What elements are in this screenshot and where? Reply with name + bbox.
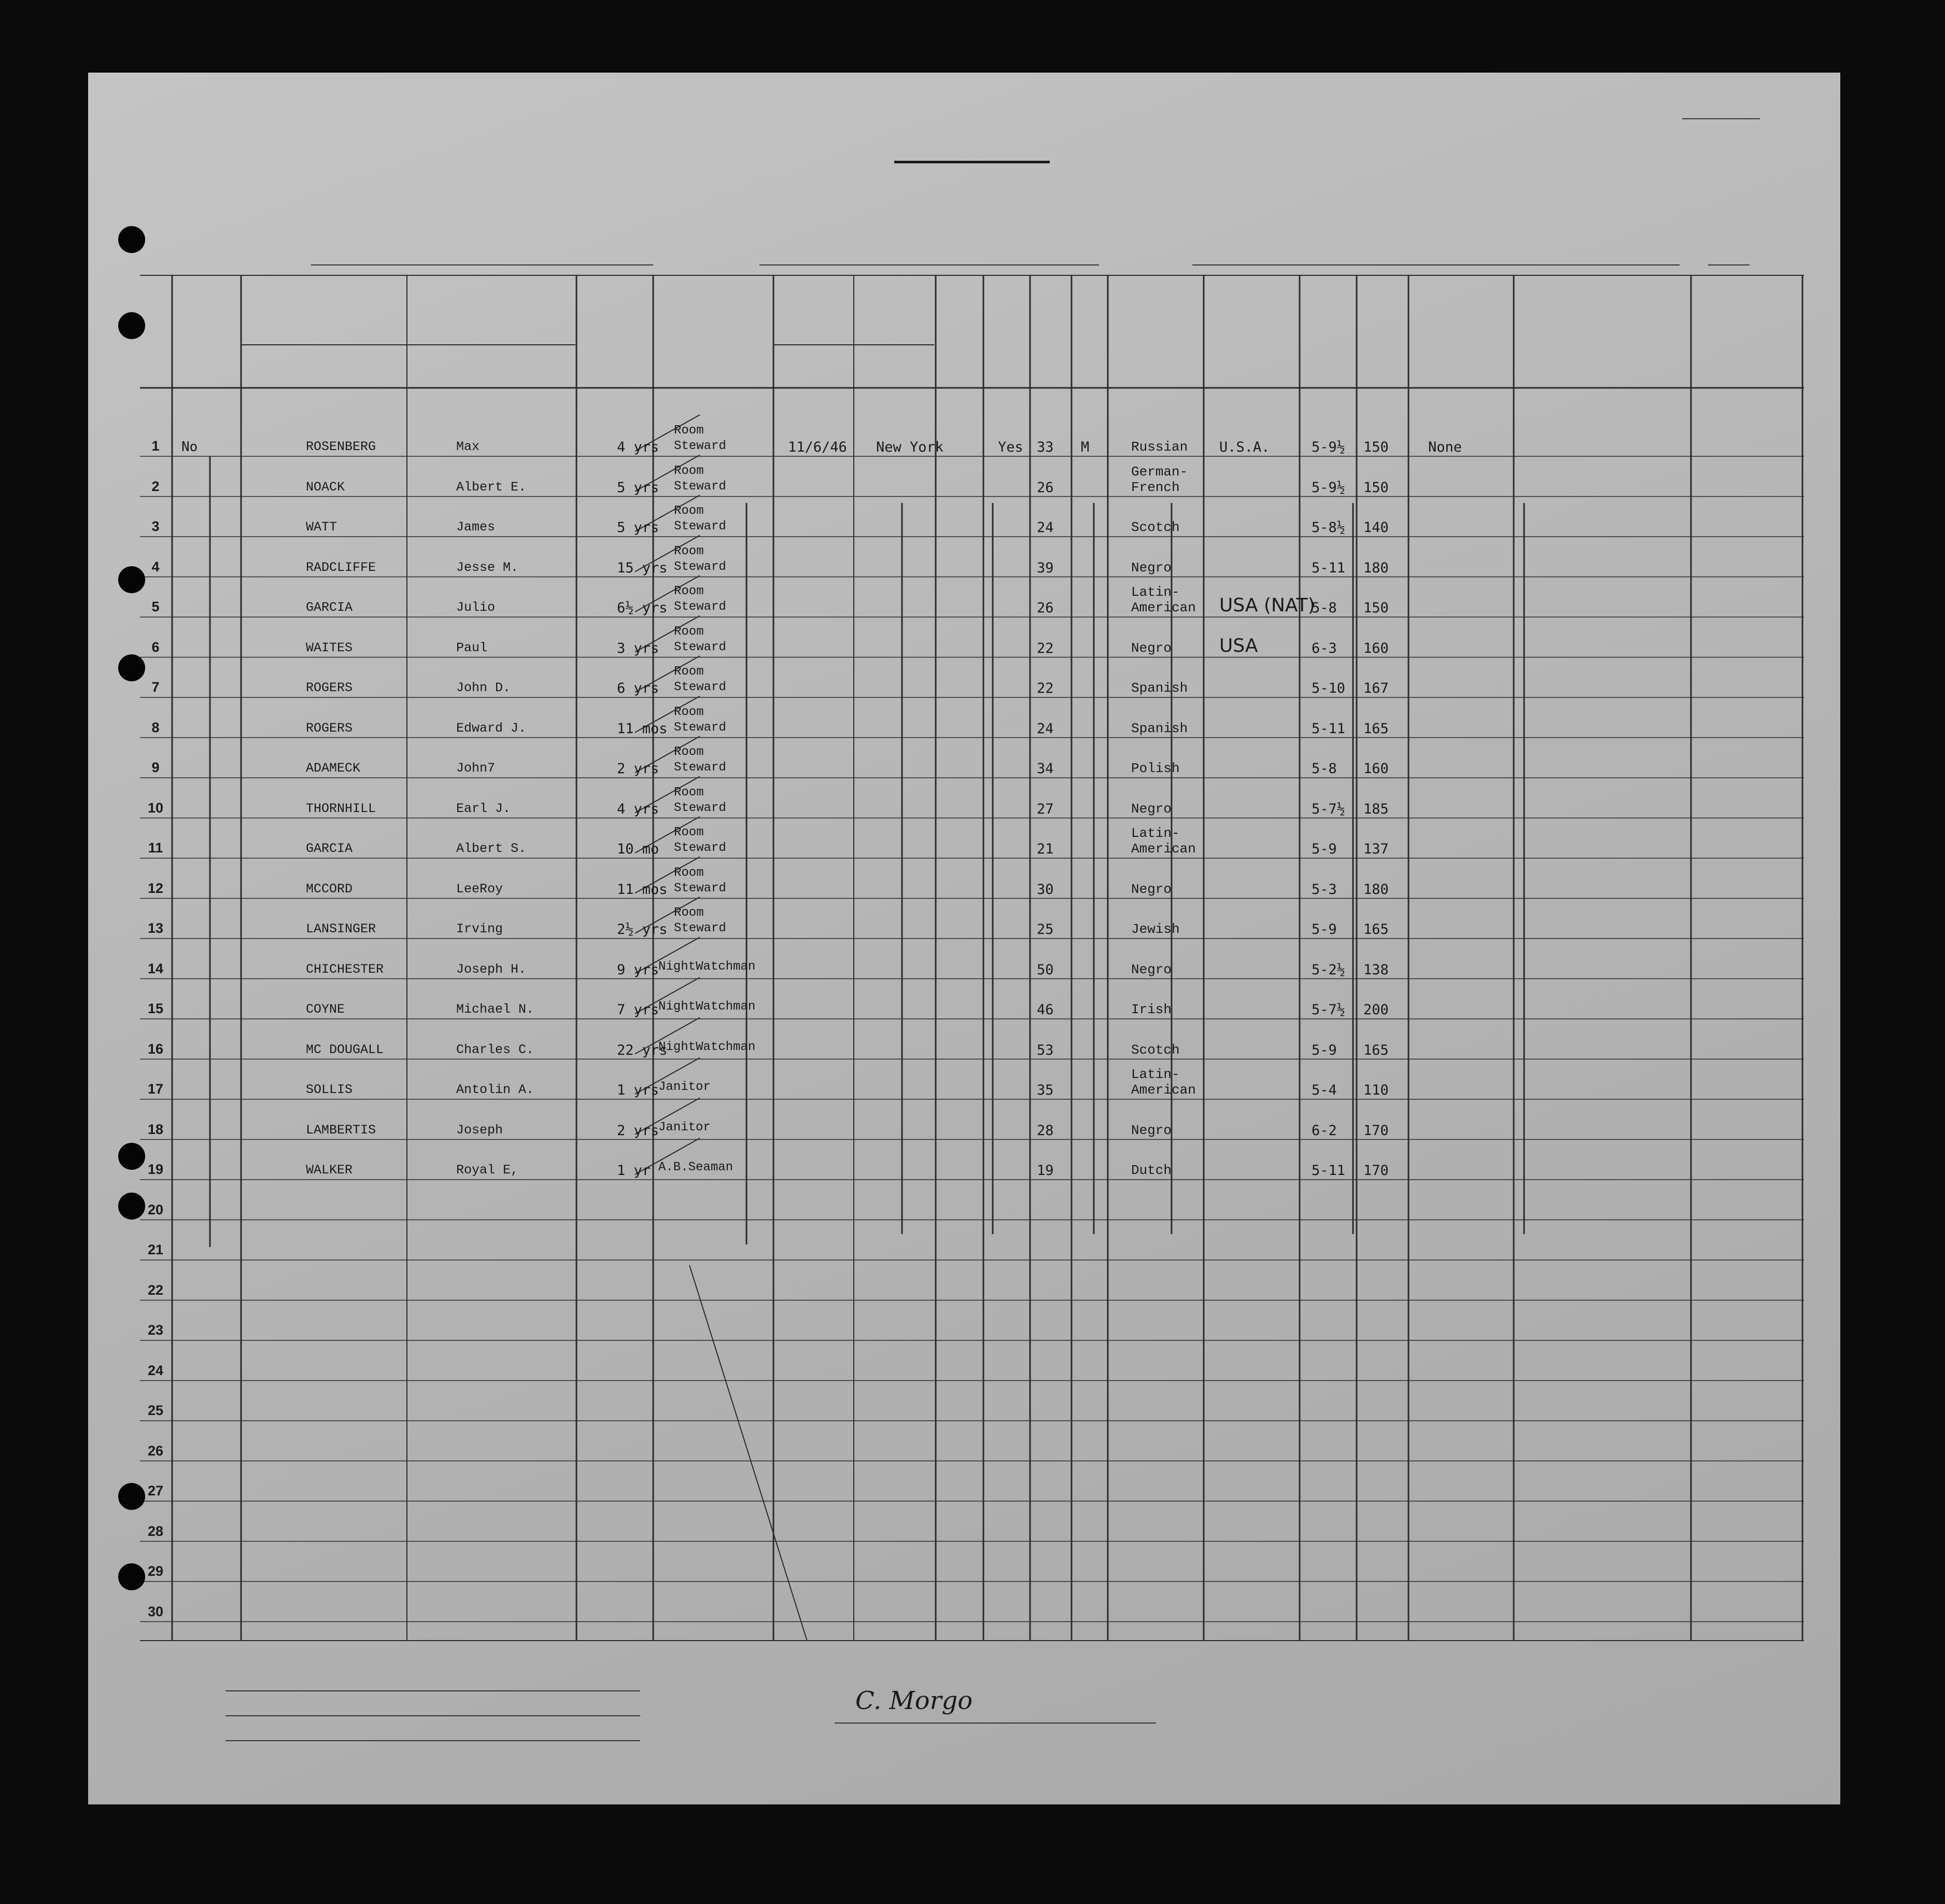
cell-position: Room [674,665,704,679]
cell-race-2: American [1131,841,1196,857]
cell-given: Max [456,439,480,454]
binder-hole [118,226,145,253]
cell-where: New York [876,439,944,455]
cell-no: 13 [147,920,164,936]
cell-family: GARCIA [306,841,353,856]
cell-position: Room [674,745,704,759]
row-number: 21 [147,1242,164,1257]
cell-height: 5-10 [1312,680,1346,696]
cell-family: COYNE [306,1002,345,1017]
cell-race: Spanish [1131,720,1188,736]
cell-position-2: Steward [674,680,726,694]
cell-service: 3 yrs [617,640,659,656]
cell-position-2: Steward [674,520,726,534]
cell-age: 21 [1037,841,1054,857]
cell-position-2: Steward [674,559,726,574]
cell-family: WATT [306,520,337,535]
cell-race-2: American [1131,600,1196,615]
col-header-crew [172,288,239,386]
cell-age: 22 [1037,640,1054,656]
cell-position-2: Steward [674,841,726,855]
cell-family: SOLLIS [306,1082,353,1097]
col-header-family [241,345,407,385]
cell-family: MC DOUGALL [306,1042,384,1057]
cell-nat: U.S.A. [1219,439,1270,455]
col-header-action [1691,288,1802,386]
col-header-where [854,345,934,385]
crew-table [140,275,1804,1641]
cell-service: 5 yrs [617,479,659,496]
cell-no: 3 [151,519,160,534]
cell-position: Room [674,705,704,719]
col-header-sex [1072,288,1107,386]
col-header-discharged [936,288,982,386]
cell-family: NOACK [306,479,345,495]
cell-given: Joseph [456,1122,503,1138]
cell-age: 34 [1037,761,1054,777]
cell-height: 5-11 [1312,559,1346,576]
inspector-long-stroke [689,1265,837,1641]
cell-age: 50 [1037,961,1054,978]
cell-race: Scotch [1131,520,1180,535]
cell-height: 5-3 [1312,881,1337,898]
cell-weight: 160 [1363,640,1389,656]
cell-weight: 185 [1363,801,1389,817]
year-underline [1708,264,1750,265]
cell-no: 4 [151,558,160,575]
cell-family: CHICHESTER [306,961,384,977]
cell-family: WAITES [306,640,353,655]
cell-weight: 150 [1363,600,1389,616]
cell-service: 7 yrs [617,1002,659,1018]
cell-position: Room [674,624,704,639]
cell-when: 11/6/46 [788,439,847,455]
cell-height: 5-11 [1312,1163,1346,1179]
cell-position: A.B.Seaman [658,1160,734,1174]
cell-age: 35 [1037,1082,1054,1098]
cell-weight: 150 [1363,479,1389,496]
binder-hole [118,1483,145,1510]
cell-position-2: Steward [674,921,726,935]
row-number: 20 [147,1201,164,1217]
cell-position-2: Steward [674,600,726,614]
cell-given: Paul [456,640,488,655]
cell-given: Earl J. [456,801,511,816]
cell-race: Negro [1131,881,1172,897]
cell-race: Negro [1131,801,1172,817]
cell-no: 2 [151,478,160,494]
cell-position: Room [674,464,704,478]
cell-weight: 140 [1363,520,1389,536]
row-number: 28 [147,1523,164,1539]
cell-height: 5-7½ [1312,801,1346,817]
cell-age: 39 [1037,559,1054,576]
cell-race: Polish [1131,761,1180,776]
cell-no: 14 [147,960,164,976]
cell-weight: 200 [1363,1002,1389,1018]
row-number: 23 [147,1322,164,1338]
cell-position: Janitor [658,1120,711,1135]
cell-weight: 165 [1363,1042,1389,1058]
cell-position: Room [674,584,704,598]
cell-position-2: Steward [674,479,726,494]
col-header-height [1300,288,1356,386]
cell-family: WALKER [306,1163,353,1178]
cell-age: 28 [1037,1122,1054,1139]
cell-weight: 165 [1363,720,1389,737]
cell-race-2: French [1131,479,1180,495]
col-header-given [407,345,575,385]
cell-race: Negro [1131,961,1172,977]
cell-age: 30 [1037,881,1054,898]
cell-service: 6 yrs [617,680,659,696]
cell-position-2: Steward [674,640,726,654]
cell-race: Spanish [1131,680,1188,696]
cell-position-2: Steward [674,720,726,735]
cell-service: 11 mos [617,720,668,737]
cell-family: ROGERS [306,680,353,695]
cell-position: Room [674,865,704,880]
vessel-underline [311,264,653,265]
cell-no: 7 [151,679,160,695]
cell-no: 17 [147,1081,164,1097]
cell-weight: 138 [1363,961,1389,978]
col-header-service [576,288,652,386]
cell-height: 5-4 [1312,1082,1337,1098]
cell-service: 5 yrs [617,520,659,536]
cell-weight: 180 [1363,881,1389,898]
cell-weight: 180 [1363,559,1389,576]
col-header-name [241,288,575,345]
cell-position: Room [674,825,704,839]
cell-position-2: Steward [674,881,726,895]
cell-age: 53 [1037,1042,1054,1058]
cell-age: 46 [1037,1002,1054,1018]
cell-service: 22 yrs [617,1042,668,1058]
title-rule [894,161,1050,163]
col-header-remarks [1514,288,1690,386]
cell-no: 10 [147,800,164,816]
cell-no: 19 [147,1161,164,1177]
cell-age: 19 [1037,1163,1054,1179]
row-number: 27 [147,1483,164,1499]
cell-no: 15 [147,1001,164,1016]
col-header-read [983,288,1029,386]
cell-race: Irish [1131,1002,1172,1017]
sheet-no-underline [1682,118,1760,119]
cell-family: ROGERS [306,720,353,736]
cell-height: 5-9 [1312,921,1337,937]
col-header-position [653,288,772,386]
cell-weight: 150 [1363,439,1389,455]
col-header-physical [1408,288,1512,386]
cell-given: Charles C. [456,1042,534,1057]
cell-service: 4 yrs [617,439,659,455]
binder-hole [118,1193,145,1220]
cell-race: Jewish [1131,921,1180,937]
cell-given: Albert E. [456,479,527,495]
col-header-no [140,288,171,386]
cell-given: Edward J. [456,720,527,736]
manifest-sheet [88,73,1840,1804]
cell-race: Russian [1131,439,1188,455]
cell-nat: USA [1219,635,1258,656]
cell-position: NightWatchman [658,1000,756,1014]
cell-position: NightWatchman [658,1040,756,1054]
cell-given: Joseph H. [456,961,527,977]
cell-age: 26 [1037,600,1054,616]
cell-height: 5-7½ [1312,1002,1346,1018]
binder-hole [118,1143,145,1170]
cell-weight: 110 [1363,1082,1389,1098]
cell-race: Latin- [1131,584,1180,600]
col-header-shipped [773,288,934,345]
cell-family: RADCLIFFE [306,559,376,575]
cell-position: Room [674,785,704,800]
cell-no: 5 [151,599,160,614]
cell-height: 5-9 [1312,1042,1337,1058]
cell-race: Scotch [1131,1042,1180,1058]
port-underline [759,264,1099,265]
cell-given: LeeRoy [456,881,503,897]
cell-weight: 170 [1363,1122,1389,1139]
cell-height: 6-2 [1312,1122,1337,1139]
inspector-signature: C. Morgo [855,1686,973,1715]
row-number: 30 [147,1603,164,1619]
cell-read: Yes [998,439,1023,455]
cell-service: 9 yrs [617,961,659,978]
cell-family: LANSINGER [306,921,376,936]
cell-no: 9 [151,760,160,775]
cell-position: Janitor [658,1080,711,1094]
cell-position: Room [674,424,704,438]
cell-height: 5-8 [1312,600,1337,616]
cell-no: 18 [147,1121,164,1137]
cell-service: 4 yrs [617,801,659,817]
cell-service: 15 yrs [617,559,668,576]
cell-age: 27 [1037,801,1054,817]
col-header-race [1108,288,1203,386]
cell-no: 12 [147,880,164,896]
cell-sex: M [1081,439,1090,455]
cell-phys: None [1428,439,1462,455]
cell-race-2: American [1131,1082,1196,1098]
cell-given: Albert S. [456,841,527,856]
cell-given: Antolin A. [456,1082,534,1097]
cell-service: 6½ yrs [617,600,668,616]
cell-weight: 165 [1363,921,1389,937]
cell-position: Room [674,906,704,920]
binder-hole [118,654,145,681]
cell-age: 25 [1037,921,1054,937]
cell-race: Dutch [1131,1163,1172,1178]
cell-nat: USA (NAT) [1219,595,1315,616]
cell-race: Negro [1131,559,1172,576]
col-header-age [1030,288,1070,386]
row-number: 25 [147,1403,164,1418]
cell-given: Jesse M. [456,559,519,575]
cell-age: 26 [1037,479,1054,496]
cell-age: 33 [1037,439,1054,455]
cell-no: 6 [151,639,160,655]
inspector-underline [835,1723,1156,1724]
cell-position-2: Steward [674,761,726,775]
cell-height: 5-8½ [1312,520,1346,536]
cell-no: 11 [148,840,163,856]
cell-family: ADAMECK [306,761,361,776]
cell-position-2: Steward [674,439,726,453]
owners-underline [225,1715,640,1716]
col-header-weight [1357,288,1407,386]
cell-race: Negro [1131,1122,1172,1138]
cell-service: 2 yrs [617,1122,659,1139]
cell-position-2: Steward [674,801,726,815]
cell-crew: No [181,439,198,455]
cell-height: 6-3 [1312,640,1337,656]
cell-service: 2½ yrs [617,921,668,937]
cell-given: John7 [456,761,496,776]
binder-hole [118,1563,145,1590]
cell-given: James [456,520,496,535]
row-number: 24 [147,1362,164,1378]
cell-family: GARCIA [306,600,353,615]
cell-given: Julio [456,600,496,615]
cell-service: 11 mos [617,881,668,898]
col-header-when [773,345,854,385]
cell-family: LAMBERTIS [306,1122,376,1138]
agents-underline [225,1740,640,1741]
cell-age: 22 [1037,680,1054,696]
cell-position: NightWatchman [658,959,756,974]
cell-given: Michael N. [456,1002,534,1017]
row-number: 26 [147,1443,164,1459]
cell-height: 5-11 [1312,720,1346,737]
cell-height: 5-8 [1312,761,1337,777]
cell-weight: 160 [1363,761,1389,777]
col-header-nationality [1204,288,1299,386]
cell-height: 5-9½ [1312,479,1346,496]
row-number: 29 [147,1563,164,1579]
cell-service: 1 yrs [617,1082,659,1098]
cell-service: 2 yrs [617,761,659,777]
cell-service: 1 yr [617,1163,651,1179]
cell-family: THORNHILL [306,801,376,816]
cell-race: Negro [1131,640,1172,656]
cell-service: 10 mo [617,841,659,857]
cell-age: 24 [1037,720,1054,737]
cell-race: Latin- [1131,825,1180,841]
cell-weight: 170 [1363,1163,1389,1179]
binder-hole [118,566,145,593]
cell-race: German- [1131,464,1188,480]
binder-hole [118,312,145,339]
cell-age: 24 [1037,520,1054,536]
cell-family: MCCORD [306,881,353,897]
cell-family: ROSENBERG [306,439,376,454]
cell-position: Room [674,504,704,518]
arrival-underline [1192,264,1680,265]
cell-given: John D. [456,680,511,695]
table-grid-lines [140,275,1804,1641]
cell-height: 5-9 [1312,841,1337,857]
cell-height: 5-9½ [1312,439,1346,455]
cell-height: 5-2½ [1312,961,1346,978]
line-underline [225,1690,640,1691]
cell-no: 16 [147,1041,164,1057]
cell-given: Irving [456,921,503,936]
cell-given: Royal E, [456,1163,519,1178]
cell-race: Latin- [1131,1067,1180,1082]
cell-weight: 137 [1363,841,1389,857]
cell-position: Room [674,544,704,558]
row-number: 22 [147,1282,164,1298]
cell-no: 1 [151,438,160,454]
cell-no: 8 [151,719,160,735]
cell-weight: 167 [1363,680,1389,696]
